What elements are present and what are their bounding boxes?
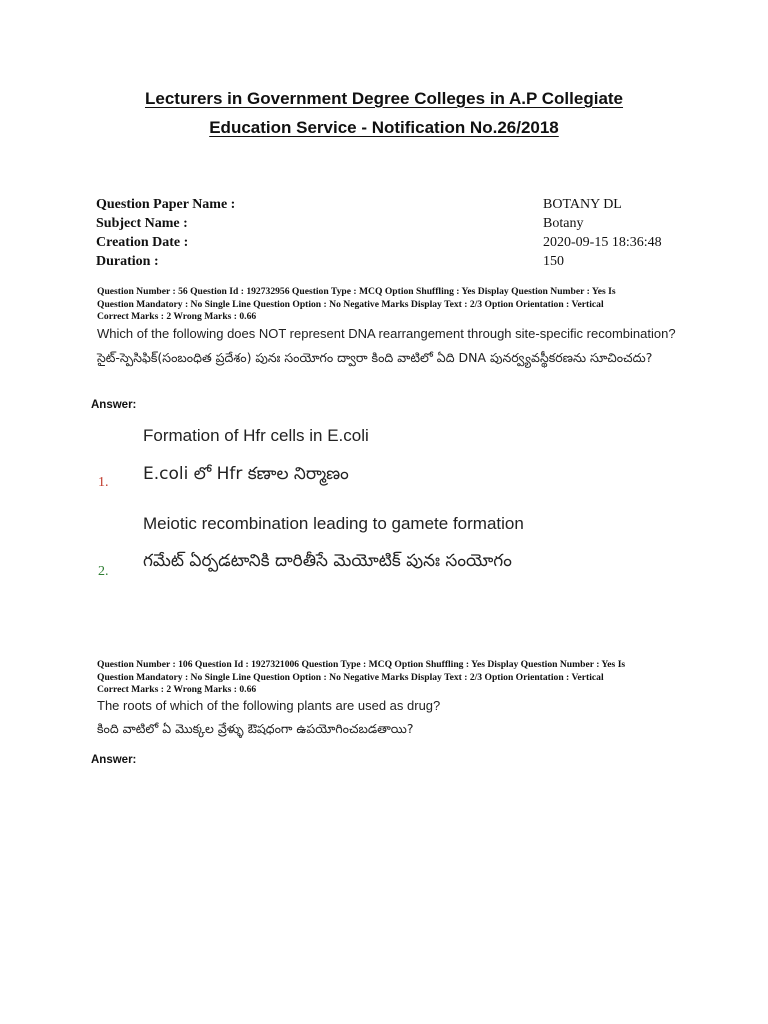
question-meta-line: Question Number : 56 Question Id : 192732956 Question Type : MCQ Option Shuffling : Yes Display Question Number : Yes Is <box>97 286 616 297</box>
answer-label: Answer: <box>91 399 137 411</box>
question-meta <box>97 659 687 697</box>
option-number: 2. <box>98 564 109 579</box>
subject-name-label: Subject Name : <box>96 216 188 231</box>
answer-label: Answer: <box>91 754 137 766</box>
creation-date-label: Creation Date : <box>96 235 189 250</box>
document-title-line-1: Lecturers in Government Degree Colleges in A.P Collegiate <box>144 89 624 108</box>
paper-name-label: Question Paper Name : <box>96 197 236 212</box>
duration-label: Duration : <box>96 254 159 269</box>
creation-date-value: 2020-09-15 18:36:48 <box>543 235 662 250</box>
document-title-line-2: Education Service - Notification No.26/2018 <box>209 118 559 137</box>
subject-name-value: Botany <box>543 216 584 231</box>
option-number: 1. <box>98 475 109 490</box>
question-text-english: Which of the following does NOT represent DNA rearrangement through site-specific recombination? <box>97 326 676 341</box>
question-text-telugu: సైట్-స్పెసిఫిక్(సంబంధిత ప్రదేశం) పునః సంయోగం ద్వారా కింది వాటిలో ఏది DNA పునర్వ్యవస్థీకరణను సూచించదు? <box>97 350 653 365</box>
option-text-english: Formation of Hfr cells in E.coli <box>143 426 369 445</box>
option-text-telugu: గమేట్ ఏర్పడటానికి దారితీసే మెయోటిక్ పునః సంయోగం <box>143 551 512 571</box>
option-text-telugu: E.coli లో Hfr కణాల నిర్మాణం <box>143 464 349 484</box>
question-meta-line: Question Number : 106 Question Id : 1927321006 Question Type : MCQ Option Shuffling : Yes Display Question Number : Yes Is <box>97 659 626 670</box>
paper-name-value: BOTANY DL <box>543 197 622 212</box>
question-text-telugu: కింది వాటిలో ఏ మొక్కల వ్రేళ్ళు ఔషధంగా ఉపయోగించబడతాయి? <box>97 721 414 736</box>
question-meta-line: Question Mandatory : No Single Line Question Option : No Negative Marks Display Text : 2/3 Option Orientation : Vertical <box>97 671 604 683</box>
question-meta <box>97 286 687 324</box>
question-meta-line: Correct Marks : 2 Wrong Marks : 0.66 <box>97 311 257 322</box>
question-text-english: The roots of which of the following plants are used as drug? <box>97 698 441 713</box>
question-meta-line: Question Mandatory : No Single Line Question Option : No Negative Marks Display Text : 2/3 Option Orientation : Vertical <box>97 298 604 310</box>
duration-value: 150 <box>543 254 564 269</box>
question-meta-line: Correct Marks : 2 Wrong Marks : 0.66 <box>97 684 257 695</box>
option-text-english: Meiotic recombination leading to gamete formation <box>143 514 524 533</box>
